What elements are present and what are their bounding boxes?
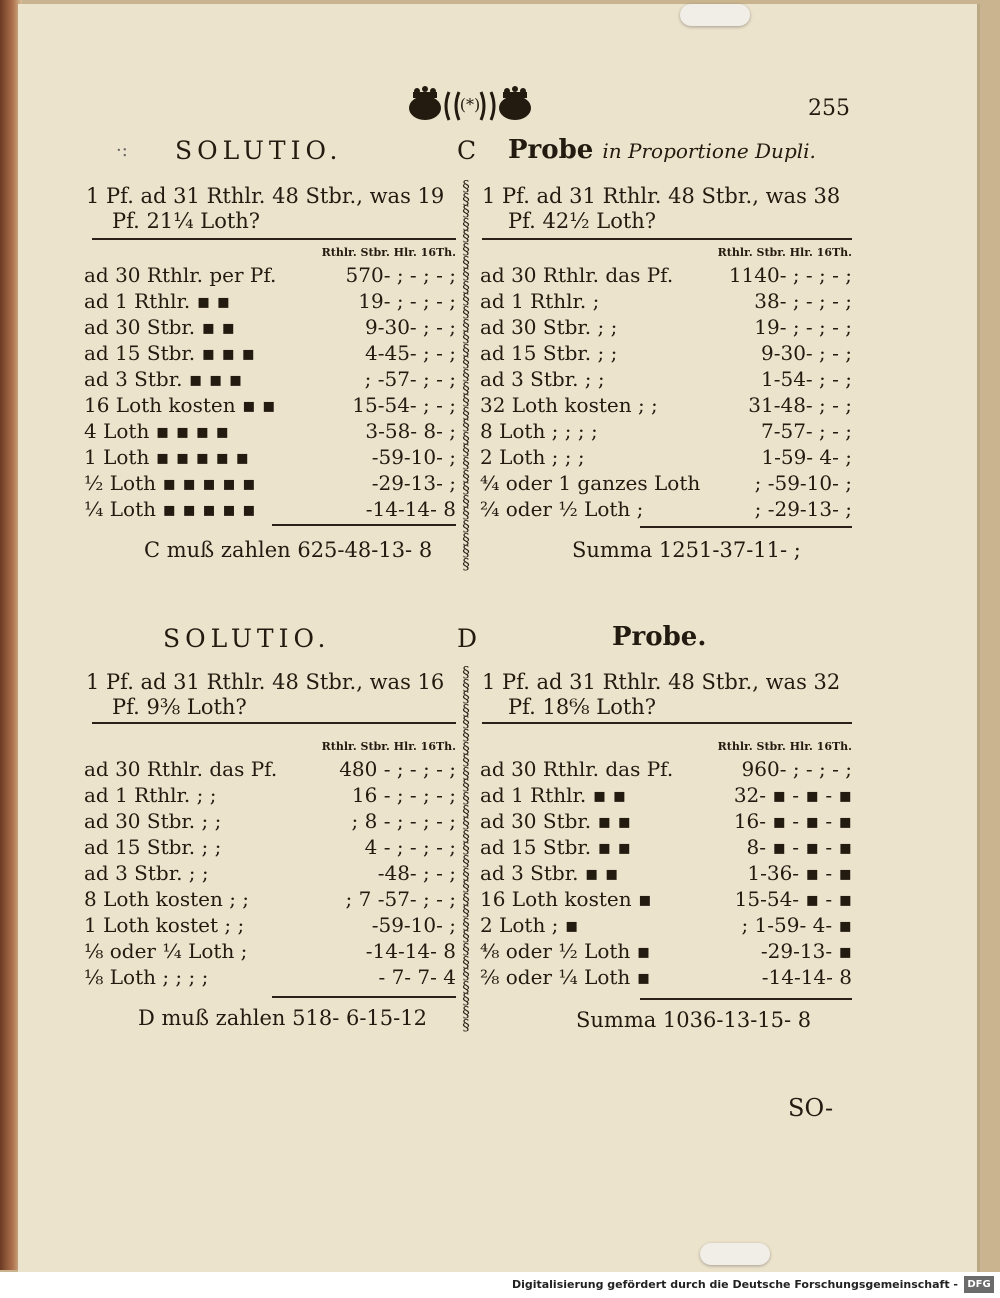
table-row: ad 30 Rthlr. das Pf. 1140- ; - ; - ; xyxy=(480,263,852,287)
table-row: 32 Loth kosten ; ; 31-48- ; - ; xyxy=(480,393,852,417)
page-number: 255 xyxy=(808,96,850,121)
table-row: ad 15 Stbr. ; ; 4 - ; - ; - ; xyxy=(84,835,456,859)
sum-line xyxy=(640,998,852,1000)
question-line: 1 Pf. ad 31 Rthlr. 48 Stbr., was 19 xyxy=(86,184,445,208)
section-d-right-question xyxy=(482,670,852,720)
section-d-column-divider: § § § § § § § § § § § § § § § § § § § § § § § § § § § § § xyxy=(462,663,470,1034)
table-row: ad 30 Stbr. ; ; 19- ; - ; - ; xyxy=(480,315,852,339)
table-row: 2 Loth ; ; ; 1-59- 4- ; xyxy=(480,445,852,469)
table-row: ad 1 Rthlr. ; ; 16 - ; - ; - ; xyxy=(84,783,456,807)
section-d-left-total: D muß zahlen 518- 6-15-12 xyxy=(138,1006,427,1030)
table-row: ad 15 Stbr. ; ; 9-30- ; - ; xyxy=(480,341,852,365)
section-c-left-question xyxy=(86,184,456,234)
table-row: ad 1 Rthlr. ; 38- ; - ; - ; xyxy=(480,289,852,313)
sum-line xyxy=(272,524,456,526)
table-row: ad 30 Rthlr. per Pf. 570- ; - ; - ; xyxy=(84,263,456,287)
dfg-logo-icon: DFG xyxy=(964,1276,994,1293)
page-clip-bottom xyxy=(700,1243,770,1265)
stray-mark: ·: xyxy=(116,140,128,161)
section-d-left-question xyxy=(86,670,456,720)
section-c-left-total: C muß zahlen 625-48-13- 8 xyxy=(144,538,433,562)
question-line: Pf. 21¼ Loth? xyxy=(112,209,261,233)
table-row: ad 30 Stbr. ; ; ; 8 - ; - ; - ; xyxy=(84,809,456,833)
catchword: SO- xyxy=(788,1094,834,1122)
table-row: 8 Loth ; ; ; ; 7-57- ; - ; xyxy=(480,419,852,443)
section-c-probe-title xyxy=(508,135,816,165)
section-d-letter: D xyxy=(457,624,478,653)
section-d-title: SOLUTIO. xyxy=(163,624,331,653)
table-row: ad 1 Rthlr. ▪ ▪ 32- ▪ - ▪ - ▪ xyxy=(480,783,852,807)
table-row: 16 Loth kosten ▪ ▪ 15-54- ; - ; xyxy=(84,393,456,417)
probe-word: Probe xyxy=(508,135,594,165)
section-c-right-total: Summa 1251-37-11- ; xyxy=(572,538,801,562)
table-row: ad 3 Stbr. ; ; -48- ; - ; xyxy=(84,861,456,885)
section-c-left-table xyxy=(84,262,456,522)
section-c-column-divider: § § § § § § § § § § § § § § § § § § § § § § § § § § § § § § § xyxy=(462,177,470,573)
section-c-letter: C xyxy=(457,136,477,165)
table-row: ad 30 Rthlr. das Pf. 480 - ; - ; - ; xyxy=(84,757,456,781)
question-line: Pf. 18⁶⁄₈ Loth? xyxy=(508,695,657,719)
question-underline xyxy=(92,722,456,724)
table-row: ½ Loth ▪ ▪ ▪ ▪ ▪ -29-13- ; xyxy=(84,471,456,495)
page-clip-top xyxy=(680,4,750,26)
table-row: ⅛ oder ¼ Loth ; -14-14- 8 xyxy=(84,939,456,963)
column-header: Rthlr. Stbr. Hlr. 16Th. xyxy=(717,246,852,259)
footer-text: Digitalisierung gefördert durch die Deutsche Forschungsgemeinschaft - xyxy=(511,1278,958,1291)
probe-subtitle: in Proportione Dupli. xyxy=(602,139,816,163)
table-row: ad 30 Stbr. ▪ ▪ 16- ▪ - ▪ - ▪ xyxy=(480,809,852,833)
question-line: 1 Pf. ad 31 Rthlr. 48 Stbr., was 16 xyxy=(86,670,445,694)
table-row: ²⁄₄ oder ½ Loth ; ; -29-13- ; xyxy=(480,497,852,521)
table-row: ad 3 Stbr. ▪ ▪ 1-36- ▪ - ▪ xyxy=(480,861,852,885)
table-row: ²⁄₈ oder ¼ Loth ▪ -14-14- 8 xyxy=(480,965,852,989)
table-row: ad 3 Stbr. ▪ ▪ ▪ ; -57- ; - ; xyxy=(84,367,456,391)
section-d-right-total: Summa 1036-13-15- 8 xyxy=(576,1008,812,1032)
section-d-left-table xyxy=(84,756,456,990)
table-row: ad 15 Stbr. ▪ ▪ 8- ▪ - ▪ - ▪ xyxy=(480,835,852,859)
question-underline xyxy=(92,238,456,240)
table-row: ad 30 Stbr. ▪ ▪ 9-30- ; - ; xyxy=(84,315,456,339)
column-header: Rthlr. Stbr. Hlr. 16Th. xyxy=(321,246,456,259)
table-row: ad 30 Rthlr. das Pf. 960- ; - ; - ; xyxy=(480,757,852,781)
table-row: ⁴⁄₈ oder ½ Loth ▪ -29-13- ▪ xyxy=(480,939,852,963)
section-c-right-table xyxy=(480,262,852,522)
question-line: Pf. 42½ Loth? xyxy=(508,209,657,233)
section-d-right-table xyxy=(480,756,852,990)
section-d-probe-title: Probe. xyxy=(612,622,707,652)
question-line: Pf. 9⅜ Loth? xyxy=(112,695,247,719)
table-row: 1 Loth ▪ ▪ ▪ ▪ ▪ -59-10- ; xyxy=(84,445,456,469)
table-row: ¼ Loth ▪ ▪ ▪ ▪ ▪ -14-14- 8 xyxy=(84,497,456,521)
question-underline xyxy=(482,722,852,724)
question-line: 1 Pf. ad 31 Rthlr. 48 Stbr., was 38 xyxy=(482,184,841,208)
table-row: 2 Loth ; ▪ ; 1-59- 4- ▪ xyxy=(480,913,852,937)
section-c-right-question xyxy=(482,184,852,234)
table-row: ad 15 Stbr. ▪ ▪ ▪ 4-45- ; - ; xyxy=(84,341,456,365)
crown-ornament-icon xyxy=(405,86,535,122)
table-row: 1 Loth kostet ; ; -59-10- ; xyxy=(84,913,456,937)
table-row: ⅛ Loth ; ; ; ; - 7- 7- 4 xyxy=(84,965,456,989)
sum-line xyxy=(272,996,456,998)
footer-bar xyxy=(0,1272,1000,1298)
svg-text:(*): (*) xyxy=(459,95,481,114)
column-header: Rthlr. Stbr. Hlr. 16Th. xyxy=(321,740,456,753)
question-underline xyxy=(482,238,852,240)
column-header: Rthlr. Stbr. Hlr. 16Th. xyxy=(717,740,852,753)
table-row: ⁴⁄₄ oder 1 ganzes Loth ; -59-10- ; xyxy=(480,471,852,495)
table-row: 8 Loth kosten ; ; ; 7 -57- ; - ; xyxy=(84,887,456,911)
table-row: ad 1 Rthlr. ▪ ▪ 19- ; - ; - ; xyxy=(84,289,456,313)
sum-line xyxy=(640,526,852,528)
table-row: 4 Loth ▪ ▪ ▪ ▪ 3-58- 8- ; xyxy=(84,419,456,443)
section-c-title: SOLUTIO. xyxy=(175,136,343,165)
table-row: ad 3 Stbr. ; ; 1-54- ; - ; xyxy=(480,367,852,391)
table-row: 16 Loth kosten ▪ 15-54- ▪ - ▪ xyxy=(480,887,852,911)
question-line: 1 Pf. ad 31 Rthlr. 48 Stbr., was 32 xyxy=(482,670,841,694)
